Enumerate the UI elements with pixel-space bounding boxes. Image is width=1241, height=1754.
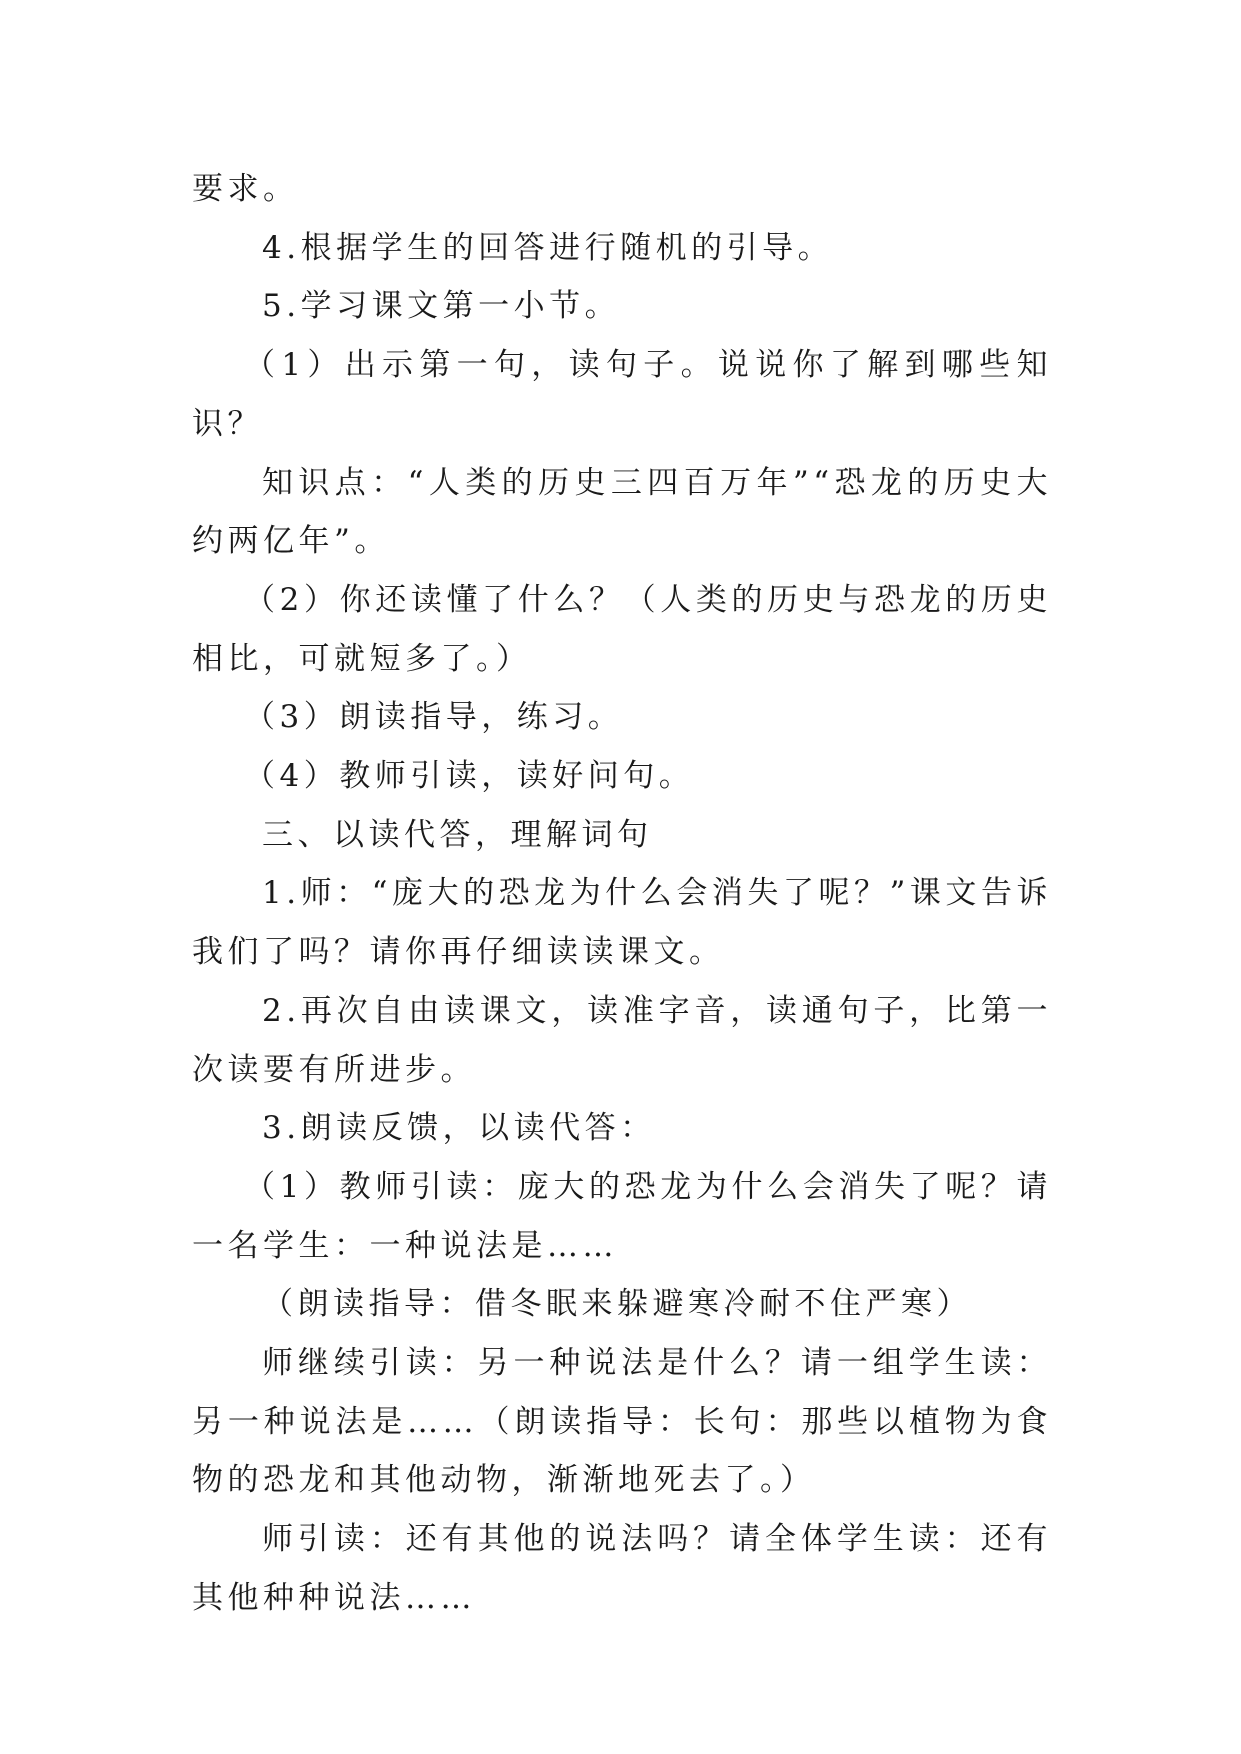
paragraph-requirement-end: 要求。 [192, 171, 299, 207]
paragraph-section3-sub-1: （1）教师引读：庞大的恐龙为什么会消失了呢？请一名学生：一种说法是…… [192, 1168, 1052, 1264]
paragraph-teacher-lead-2: 师继续引读：另一种说法是什么？请一组学生读：另一种说法是……（朗读指导：长句：那些以植物为食物的恐龙和其他动物，渐渐地死去了。） [192, 1345, 1052, 1499]
paragraph-step-5: 5.学习课文第一小节。 [262, 288, 621, 325]
paragraph-section3-step-1: 1.师：“庞大的恐龙为什么会消失了呢？”课文告诉我们了吗？请你再仔细读读课文。 [192, 875, 1052, 971]
paragraph-sub-3: （3）朗读指导，练习。 [244, 699, 624, 736]
paragraph-section3-step-2: 2.再次自由读课文，读准字音，读通句子，比第一次读要有所进步。 [192, 992, 1052, 1088]
paragraph-reading-guide-1: （朗读指导：借冬眠来躲避寒冷耐不住严寒） [262, 1286, 972, 1323]
paragraph-section3-step-3: 3.朗读反馈，以读代答： [262, 1110, 656, 1147]
paragraph-knowledge-points: 知识点：“人类的历史三四百万年”“恐龙的历史大约两亿年”。 [192, 464, 1052, 560]
section-heading-3: 三、以读代答，理解词句 [262, 816, 653, 853]
document-body [192, 160, 1052, 1628]
paragraph-step-4: 4.根据学生的回答进行随机的引导。 [262, 229, 834, 266]
paragraph-sub-4: （4）教师引读，读好问句。 [244, 758, 695, 795]
paragraph-sub-2: （2）你还读懂了什么？（人类的历史与恐龙的历史相比，可就短多了。） [192, 581, 1052, 677]
paragraph-teacher-lead-3: 师引读：还有其他的说法吗？请全体学生读：还有其他种种说法…… [192, 1521, 1052, 1616]
paragraph-sub-1: （1）出示第一句，读句子。说说你了解到哪些知识？ [192, 347, 1052, 442]
